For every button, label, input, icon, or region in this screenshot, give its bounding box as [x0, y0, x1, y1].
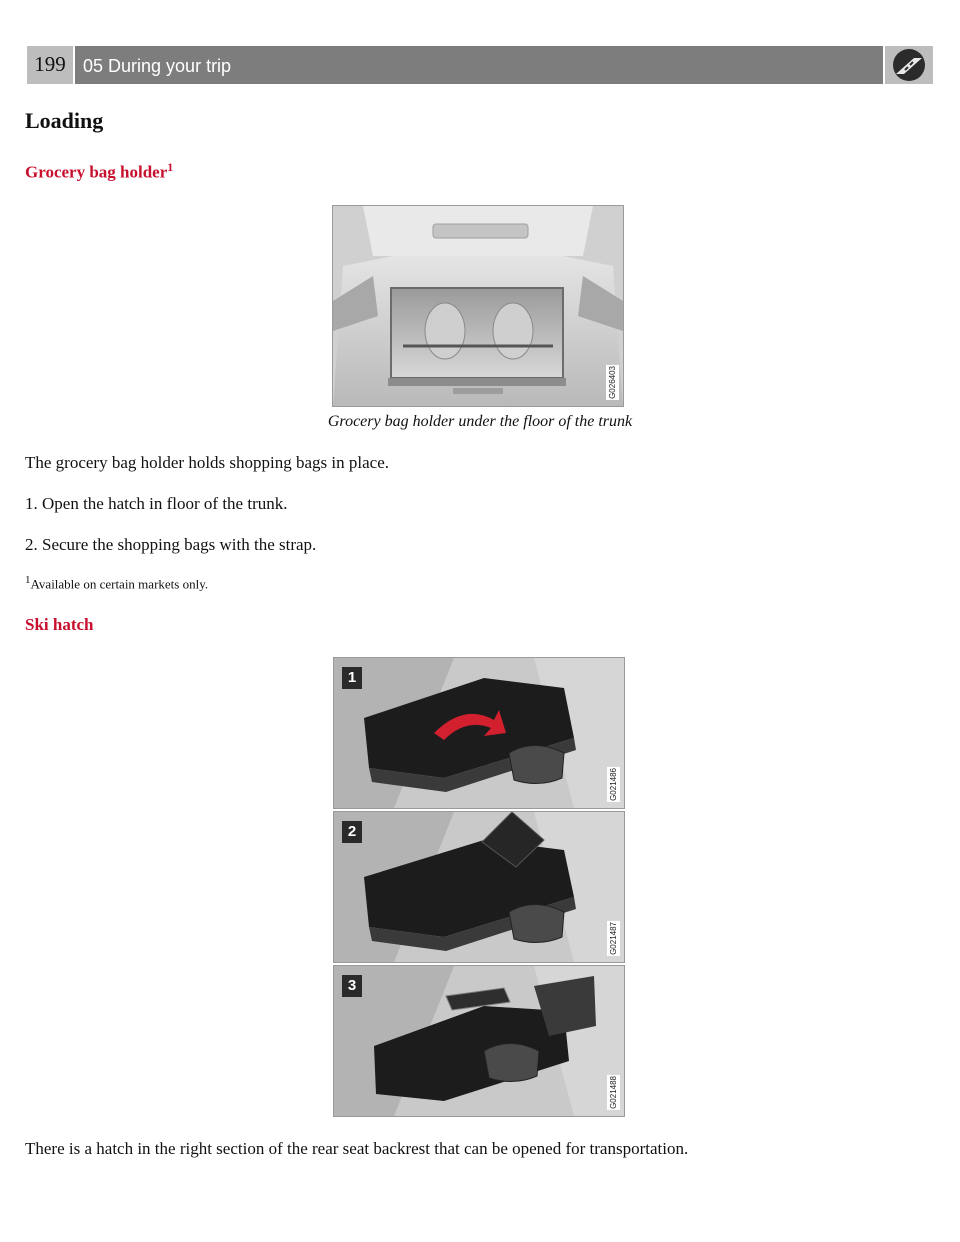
trunk-illustration [333, 206, 623, 406]
grocery-heading [25, 160, 173, 183]
ski-hatch-figure-2 [333, 811, 625, 963]
ski-hatch-step-3-code: G021488 [609, 1076, 618, 1109]
grocery-figure-caption: Grocery bag holder under the floor of the trunk [327, 413, 633, 430]
ski-hatch-figure-1 [333, 657, 625, 809]
grocery-step-2: 2. Secure the shopping bags with the strap. [25, 535, 317, 554]
grocery-bag-figure [332, 205, 624, 407]
footnote-text: Available on certain markets only. [30, 576, 209, 592]
ski-hatch-step-1-label: 1 [342, 667, 362, 689]
ski-hatch-step-1-illustration [334, 658, 624, 808]
ski-hatch-step-2-code: G021487 [609, 922, 618, 955]
section-title: 05 During your trip [75, 46, 883, 84]
road-icon [890, 48, 928, 82]
grocery-heading-text: Grocery bag holder [25, 162, 168, 182]
grocery-figure-code: G026403 [608, 366, 617, 399]
footnote [25, 574, 208, 592]
grocery-paragraph-1: The grocery bag holder holds shopping bags in place. [25, 453, 389, 472]
page-number: 199 [27, 46, 73, 84]
footnote-marker: 1 [25, 574, 31, 586]
page-title: Loading [25, 108, 104, 133]
grocery-heading-footnote-marker: 1 [167, 160, 174, 174]
ski-hatch-step-3-illustration [334, 966, 624, 1116]
road-icon-box [885, 46, 933, 84]
ski-hatch-step-1-code: G021486 [609, 768, 618, 801]
ski-hatch-step-3-label: 3 [342, 975, 362, 997]
page-header [27, 46, 933, 84]
ski-hatch-figure-3 [333, 965, 625, 1117]
ski-hatch-paragraph: There is a hatch in the right section of the rear seat backrest that can be opened for transportation. [25, 1139, 689, 1158]
grocery-step-1: 1. Open the hatch in floor of the trunk. [25, 494, 288, 513]
ski-hatch-step-2-label: 2 [342, 821, 362, 843]
ski-hatch-heading: Ski hatch [25, 615, 94, 634]
ski-hatch-step-2-illustration [334, 812, 624, 962]
